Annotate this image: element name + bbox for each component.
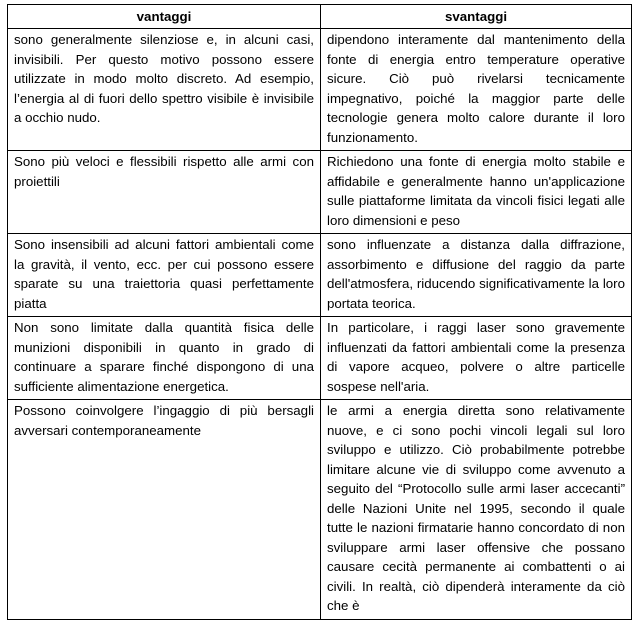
column-header-vantaggi: vantaggi — [8, 5, 321, 29]
cell-svantaggio-3: sono influenzate a distanza dalla diffrazione, assorbimento e diffusione del raggio da parte dell'atmosfera, riducendo significativamente la loro portata teorica. — [321, 234, 632, 317]
cell-vantaggio-4: Non sono limitate dalla quantità fisica delle munizioni disponibili in quanto in grado di continuare a sparare finché dispongono di una sufficiente alimentazione energetica. — [8, 317, 321, 400]
column-header-svantaggi: svantaggi — [321, 5, 632, 29]
cell-svantaggio-4: In particolare, i raggi laser sono gravemente influenzati da fattori ambientali come la presenza di vapore acqueo, polvere o altre particelle sospese nell'aria. — [321, 317, 632, 400]
cell-vantaggio-1: sono generalmente silenziose e, in alcuni casi, invisibili. Per questo motivo possono essere utilizzate in modo molto discreto. Ad esempio, l’energia al di fuori dello spettro visibile è invisibile a occhio nudo. — [8, 29, 321, 151]
table-row — [8, 151, 632, 234]
table-row — [8, 400, 632, 620]
table-header-row — [8, 5, 632, 29]
cell-svantaggio-1: dipendono interamente dal mantenimento della fonte di energia entro temperature operative sicure. Ciò può rivelarsi tecnicamente impegnativo, poiché la maggior parte delle tecnologie genera molto calore durante il loro funzionamento. — [321, 29, 632, 151]
cell-svantaggio-2: Richiedono una fonte di energia molto stabile e affidabile e generalmente hanno un'applicazione sulle piattaforme limitata da vincoli fisici legati alle loro dimensioni e peso — [321, 151, 632, 234]
table-row — [8, 29, 632, 151]
cell-vantaggio-3: Sono insensibili ad alcuni fattori ambientali come la gravità, il vento, ecc. per cui possono essere sparate su una traiettoria quasi perfettamente piatta — [8, 234, 321, 317]
cell-vantaggio-5: Possono coinvolgere l’ingaggio di più bersagli avversari contemporaneamente — [8, 400, 321, 620]
advantages-disadvantages-table — [7, 4, 632, 620]
table-row — [8, 317, 632, 400]
comparison-table-container — [7, 4, 631, 620]
table-header — [8, 5, 632, 29]
cell-vantaggio-2: Sono più veloci e flessibili rispetto alle armi con proiettili — [8, 151, 321, 234]
cell-svantaggio-5: le armi a energia diretta sono relativamente nuove, e ci sono pochi vincoli legali sul loro sviluppo e utilizzo. Ciò probabilmente potrebbe limitare alcune vie di sviluppo come avvenuto a seguito del “Protocollo sulle armi laser accecanti” delle Nazioni Unite nel 1995, secondo il quale tutte le nazioni firmatarie hanno concordato di non sviluppare armi laser offensive che possano causare cecità permanente ai combattenti o ai civili. In realtà, ciò dipenderà interamente da ciò che è — [321, 400, 632, 620]
table-row — [8, 234, 632, 317]
table-body — [8, 29, 632, 620]
